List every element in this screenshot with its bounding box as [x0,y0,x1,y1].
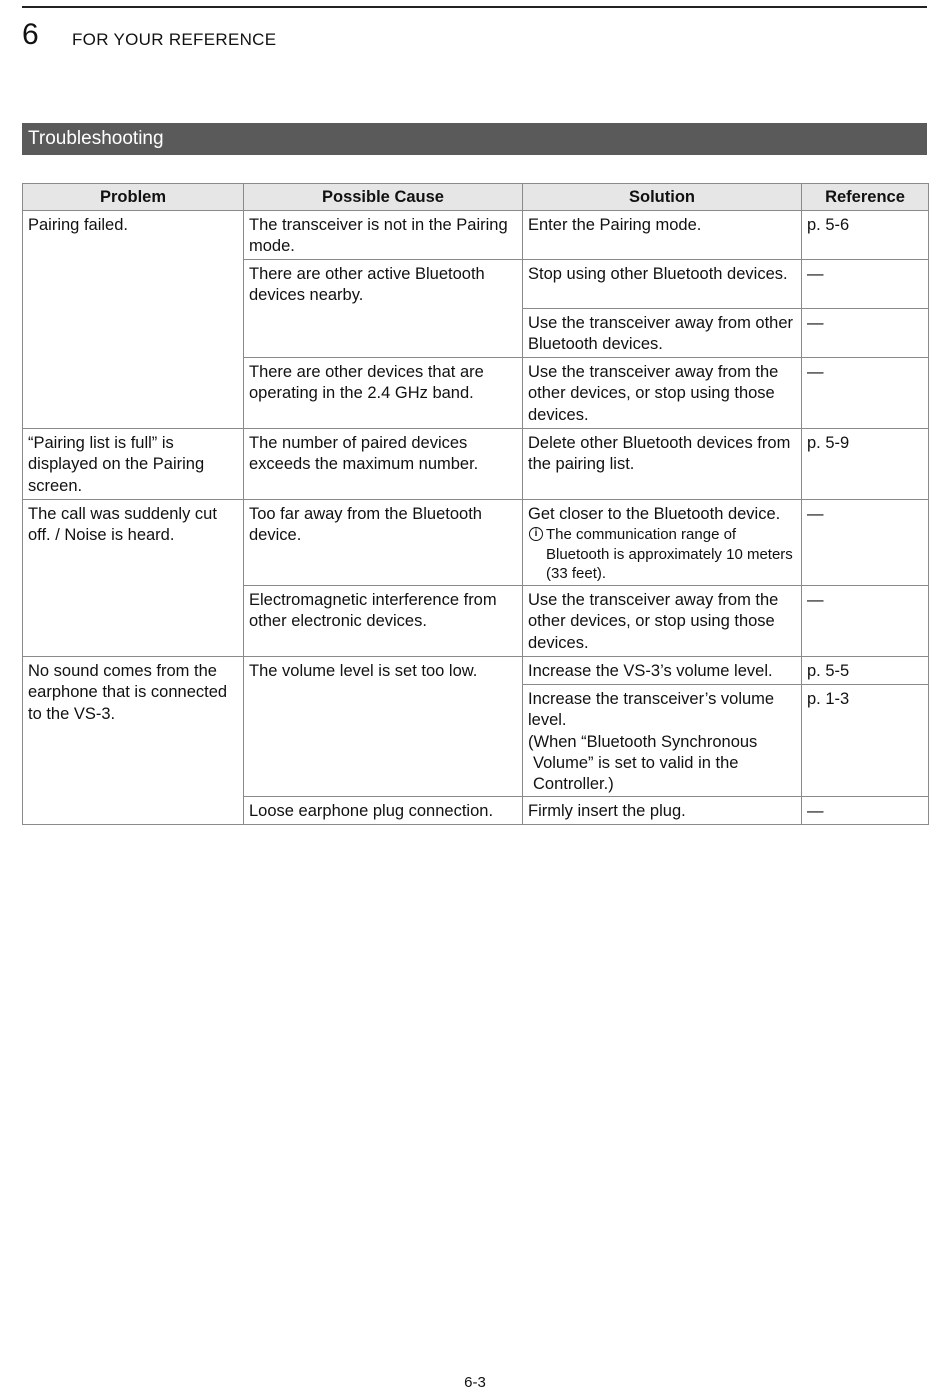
reference-cell: p. 5-9 [802,429,929,500]
solution-cell: Use the transceiver away from the other devices, or stop using those devices. [523,358,802,429]
solution-text: Get closer to the Bluetooth device. [528,505,781,523]
cause-cell: Too far away from the Bluetooth device. [244,500,523,586]
reference-cell: — [802,358,929,429]
cause-cell: Loose earphone plug connection. [244,797,523,825]
reference-cell: p. 5-6 [802,211,929,260]
chapter-number: 6 [22,18,39,51]
table-row [23,500,929,586]
chapter-title: FOR YOUR REFERENCE [72,30,277,49]
solution-cell: Enter the Pairing mode. [523,211,802,260]
reference-cell: — [802,500,929,586]
top-rule [22,6,927,8]
solution-paren-line2: Volume” is set to valid in the Controller.) [533,753,739,794]
table-row [23,657,929,685]
table-row [23,429,929,500]
page-number: 6-3 [464,1374,486,1391]
cause-cell: Electromagnetic interference from other electronic devices. [244,586,523,657]
solution-cell: Delete other Bluetooth devices from the pairing list. [523,429,802,500]
cause-cell: The number of paired devices exceeds the maximum number. [244,429,523,500]
problem-cell: The call was suddenly cut off. / Noise is heard. [23,500,244,657]
problem-cell: Pairing failed. [23,211,244,429]
section-bar [22,123,927,155]
cause-cell: The transceiver is not in the Pairing mode. [244,211,523,260]
cause-cell: There are other devices that are operating in the 2.4 GHz band. [244,358,523,429]
problem-cell: No sound comes from the earphone that is connected to the VS-3. [23,657,244,825]
solution-cell: Stop using other Bluetooth devices. [523,260,802,309]
table-header-row [23,184,929,211]
solution-text: Increase the transceiver’s volume level. [528,690,775,730]
reference-cell: — [802,797,929,825]
troubleshooting-table [22,183,929,825]
section-title: Troubleshooting [28,128,164,149]
info-icon: i [529,527,543,541]
reference-cell: p. 1-3 [802,685,929,797]
solution-cell [523,500,802,586]
cause-cell: There are other active Bluetooth devices nearby. [244,260,523,358]
solution-cell: Increase the VS-3’s volume level. [523,657,802,685]
solution-note [528,525,796,584]
solution-cell: Use the transceiver away from other Bluetooth devices. [523,309,802,358]
solution-cell: Use the transceiver away from the other devices, or stop using those devices. [523,586,802,657]
problem-cell: “Pairing list is full” is displayed on the Pairing screen. [23,429,244,500]
reference-cell: — [802,586,929,657]
solution-note-text: The communication range of Bluetooth is approximately 10 meters (33 feet). [546,526,793,583]
header-possible-cause: Possible Cause [244,184,523,211]
header-problem: Problem [23,184,244,211]
solution-cell: Firmly insert the plug. [523,797,802,825]
reference-cell: — [802,309,929,358]
cause-cell: The volume level is set too low. [244,657,523,797]
table-row [23,211,929,260]
solution-cell [523,685,802,797]
reference-cell: p. 5-5 [802,657,929,685]
header-reference: Reference [802,184,929,211]
header-solution: Solution [523,184,802,211]
reference-cell: — [802,260,929,309]
solution-paren-line1: (When “Bluetooth Synchronous [528,732,758,751]
